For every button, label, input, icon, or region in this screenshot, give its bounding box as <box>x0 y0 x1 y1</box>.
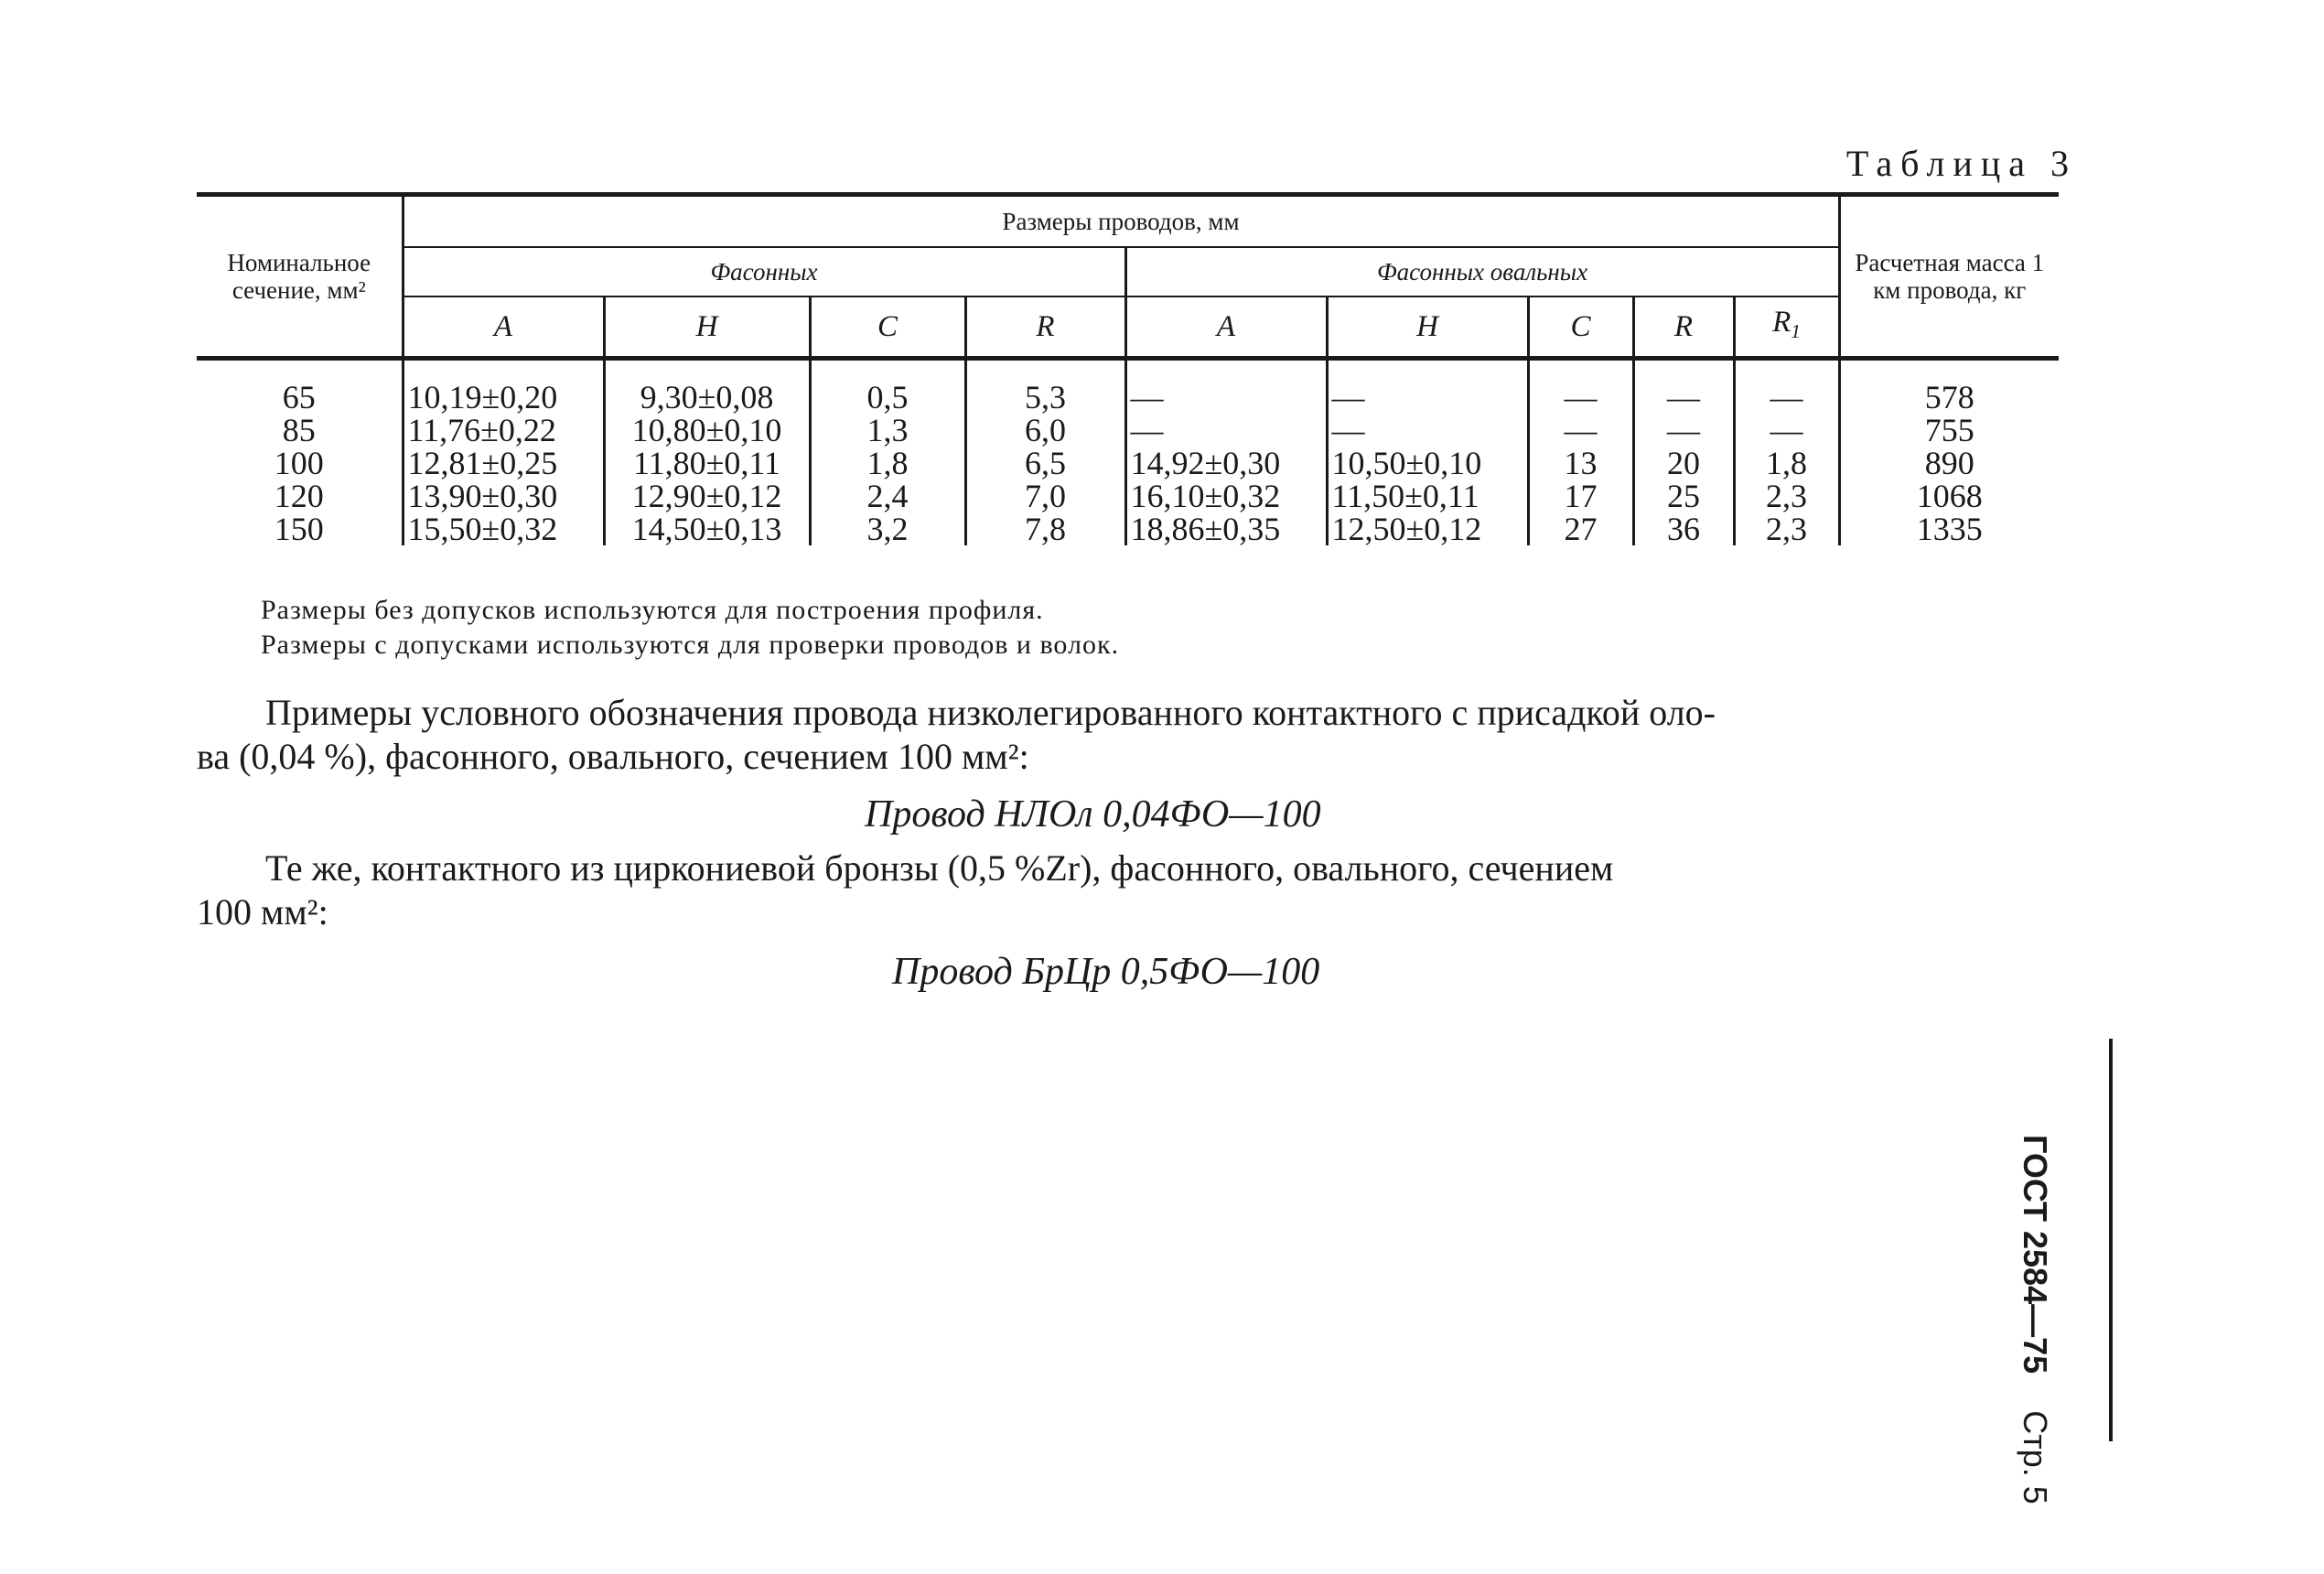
header-shaped: Фасонных <box>403 247 1125 296</box>
cell-oc: 17 <box>1528 480 1633 512</box>
cell-oh: — <box>1327 414 1528 447</box>
header-oval-col-r: R <box>1633 296 1734 359</box>
cell-or1: — <box>1734 381 1839 414</box>
cell-a: 13,90±0,30 <box>403 480 604 512</box>
cell-c: 1,8 <box>810 447 965 480</box>
cell-mass: 890 <box>1924 445 1974 481</box>
example-2-line-2: 100 мм²: <box>197 891 328 933</box>
cell-mass: 1068 <box>1916 478 1983 514</box>
header-shaped-oval: Фасонных овальных <box>1125 247 1839 296</box>
table-row <box>197 414 2059 447</box>
cell-c: 0,5 <box>810 381 965 414</box>
header-wire-sizes: Размеры проводов, мм <box>403 195 1839 248</box>
cell-h: 14,50±0,13 <box>604 512 810 545</box>
cell-mass: 1335 <box>1916 511 1983 547</box>
cell-oc: — <box>1528 414 1633 447</box>
note-line: Размеры с допусками используются для проверки проводов и волок. <box>261 630 1120 660</box>
cell-c: 3,2 <box>810 512 965 545</box>
cell-h: 12,90±0,12 <box>604 480 810 512</box>
cell-or: — <box>1633 381 1734 414</box>
table-body <box>197 359 2059 546</box>
cell-oc: — <box>1528 381 1633 414</box>
cell-section: 120 <box>274 478 324 514</box>
cell-section: 85 <box>282 412 316 448</box>
cell-r: 7,8 <box>965 512 1125 545</box>
cell-or: — <box>1633 414 1734 447</box>
table-row <box>197 381 2059 414</box>
table-row <box>197 447 2059 480</box>
cell-h: 9,30±0,08 <box>604 381 810 414</box>
cell-or: 36 <box>1633 512 1734 545</box>
header-oval-col-r1-letter: R <box>1772 306 1791 339</box>
cell-mass: 755 <box>1924 412 1974 448</box>
cell-oc: 13 <box>1528 447 1633 480</box>
cell-oc: 27 <box>1528 512 1633 545</box>
cell-or: 25 <box>1633 480 1734 512</box>
cell-or1: 1,8 <box>1734 447 1839 480</box>
header-calculated-mass: Расчетная масса 1 км провода, кг <box>1839 195 2059 359</box>
cell-oh: 10,50±0,10 <box>1327 447 1528 480</box>
header-oval-col-c: C <box>1528 296 1633 359</box>
example-paragraph-2 <box>197 846 2059 934</box>
cell-mass: 578 <box>1924 379 1974 415</box>
cell-or1: 2,3 <box>1734 480 1839 512</box>
header-oval-col-r1 <box>1734 296 1839 359</box>
example-1-line-1: Примеры условного обозначения провода низколегированного контактного с присадкой оло- <box>265 692 1716 733</box>
cell-a: 10,19±0,20 <box>403 381 604 414</box>
designation-example-1: Провод НЛОл 0,04ФО—100 <box>865 793 1321 836</box>
cell-r: 5,3 <box>965 381 1125 414</box>
cell-or: 20 <box>1633 447 1734 480</box>
cell-a: 15,50±0,32 <box>403 512 604 545</box>
cell-section: 150 <box>274 511 324 547</box>
cell-oa: — <box>1125 381 1327 414</box>
cell-oa: — <box>1125 414 1327 447</box>
cell-or1: — <box>1734 414 1839 447</box>
cell-c: 1,3 <box>810 414 965 447</box>
gost-number: ГОСТ 2584—75 <box>2017 1135 2054 1375</box>
cell-r: 6,5 <box>965 447 1125 480</box>
header-oval-col-r1-subscript: 1 <box>1791 320 1801 342</box>
example-1-line-2: ва (0,04 %), фасонного, овального, сечением 100 мм²: <box>197 736 1029 777</box>
example-2-line-1: Те же, контактного из циркониевой бронзы (0,5 %Zr), фасонного, овального, сечением <box>265 847 1614 889</box>
cell-section: 65 <box>282 379 316 415</box>
table-row <box>197 512 2059 545</box>
cell-section: 100 <box>274 445 324 481</box>
header-col-a: A <box>403 296 604 359</box>
header-oval-col-h: H <box>1327 296 1528 359</box>
cell-h: 11,80±0,11 <box>604 447 810 480</box>
header-nominal-section: Номинальное сечение, мм² <box>197 195 403 359</box>
header-oval-col-a: A <box>1125 296 1327 359</box>
gost-page-label <box>2016 1135 2054 1574</box>
cell-r: 6,0 <box>965 414 1125 447</box>
table-row <box>197 480 2059 512</box>
cell-oh: — <box>1327 381 1528 414</box>
cell-a: 12,81±0,25 <box>403 447 604 480</box>
example-paragraph-1 <box>197 691 2059 779</box>
cell-oa: 16,10±0,32 <box>1125 480 1327 512</box>
header-col-h: H <box>604 296 810 359</box>
table-notes <box>261 593 1119 663</box>
table-caption: Таблица 3 <box>1845 143 2077 184</box>
cell-oa: 18,86±0,35 <box>1125 512 1327 545</box>
header-col-r: R <box>965 296 1125 359</box>
cell-a: 11,76±0,22 <box>403 414 604 447</box>
cell-r: 7,0 <box>965 480 1125 512</box>
cell-oh: 12,50±0,12 <box>1327 512 1528 545</box>
wire-dimensions-table <box>197 192 2059 545</box>
cell-c: 2,4 <box>810 480 965 512</box>
side-rule <box>2109 1039 2113 1441</box>
note-line: Размеры без допусков используются для построения профиля. <box>261 595 1044 625</box>
cell-oa: 14,92±0,30 <box>1125 447 1327 480</box>
cell-h: 10,80±0,10 <box>604 414 810 447</box>
cell-or1: 2,3 <box>1734 512 1839 545</box>
header-col-c: C <box>810 296 965 359</box>
designation-example-2: Провод БрЦр 0,5ФО—100 <box>892 951 1320 993</box>
page-number: Стр. 5 <box>2017 1410 2054 1504</box>
cell-oh: 11,50±0,11 <box>1327 480 1528 512</box>
